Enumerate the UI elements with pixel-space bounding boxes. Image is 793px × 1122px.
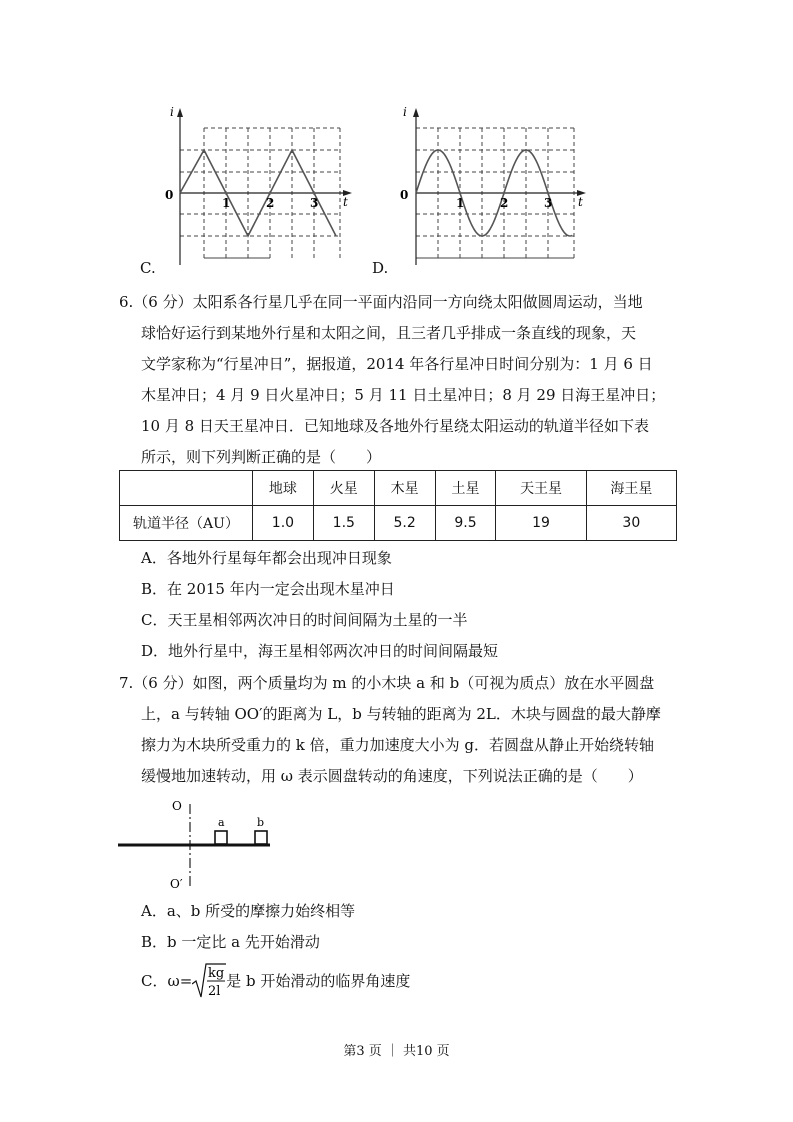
- block-b-label: b: [257, 816, 265, 829]
- q7-line-3: 擦力为木块所受重力的 k 倍，重力加速度大小为 g．若圆盘从静止开始绕转轴: [141, 736, 654, 754]
- q6-line-5: 10 月 8 日天王星冲日．已知地球及各地外行星绕太阳运动的轨道半径如下表: [141, 417, 649, 435]
- table-header-cell: 天王星: [496, 471, 586, 506]
- page-footer: 第3 页 ｜ 共10 页: [343, 1044, 450, 1059]
- q7-option-c-suffix: 是 b 开始滑动的临界角速度: [226, 972, 411, 990]
- q6-option-a: A．各地外行星每年都会出现冲日现象: [141, 549, 392, 567]
- table-header-cell: 火星: [313, 471, 374, 506]
- block-a-label: a: [218, 816, 225, 829]
- q7-line-1: 7.（6 分）如图，两个质量均为 m 的小木块 a 和 b（可视为质点）放在水平圆盘: [119, 674, 655, 692]
- table-row: [120, 506, 677, 541]
- tick-2: 2: [266, 196, 275, 210]
- q6-line-3: 文学家称为“行星冲日”，据报道，2014 年各行星冲日时间分别为：1 月 6 日: [141, 355, 653, 373]
- graph-d-label: D.: [372, 259, 389, 277]
- table-cell: 1.0: [253, 506, 314, 541]
- table-cell: 5.2: [374, 506, 435, 541]
- table-row-label: 轨道半径（AU）: [120, 506, 253, 541]
- origin-label: 0: [400, 188, 409, 202]
- origin-label: 0: [165, 188, 174, 202]
- y-axis-label: i: [403, 105, 407, 119]
- tick-1: 1: [456, 196, 465, 210]
- table-header-cell: [120, 471, 253, 506]
- table-header-cell: 木星: [374, 471, 435, 506]
- q6-option-c: C．天王星相邻两次冲日的时间间隔为土星的一半: [141, 611, 468, 629]
- tick-2: 2: [500, 196, 509, 210]
- q6-option-d: D．地外行星中，海王星相邻两次冲日的时间间隔最短: [141, 642, 499, 660]
- tick-3: 3: [544, 196, 553, 210]
- q7-option-c: [141, 962, 410, 1002]
- table-cell: 19: [496, 506, 586, 541]
- fraction-denominator: 2l: [208, 984, 221, 999]
- q6-option-b: B．在 2015 年内一定会出现木星冲日: [141, 580, 395, 598]
- table-cell: 30: [586, 506, 676, 541]
- orbit-radius-table: [119, 470, 677, 541]
- sqrt-fraction: [192, 962, 226, 1000]
- q7-option-b: B．b 一定比 a 先开始滑动: [141, 933, 320, 951]
- q7-option-c-prefix: C．ω=: [141, 972, 193, 990]
- table-cell: 1.5: [313, 506, 374, 541]
- q7-line-4: 缓慢地加速转动，用 ω 表示圆盘转动的角速度，下列说法正确的是（ ）: [141, 767, 643, 785]
- y-axis-label: i: [170, 105, 174, 119]
- axis-top-label: O: [172, 799, 182, 813]
- q7-option-a: A．a、b 所受的摩擦力始终相等: [141, 902, 356, 920]
- tick-3: 3: [310, 196, 319, 210]
- graph-d: [388, 100, 598, 275]
- x-axis-label: t: [343, 195, 348, 209]
- x-axis-label: t: [578, 195, 583, 209]
- table-header-cell: 地球: [253, 471, 314, 506]
- q7-line-2: 上，a 与转轴 OO′的距离为 L，b 与转轴的距离为 2L．木块与圆盘的最大静摩: [141, 705, 661, 723]
- q6-line-1: 6.（6 分）太阳系各行星几乎在同一平面内沿同一方向绕太阳做圆周运动，当地: [119, 293, 643, 311]
- table-header-cell: 土星: [435, 471, 496, 506]
- q7-disk-figure: [118, 796, 278, 896]
- table-header-cell: 海王星: [586, 471, 676, 506]
- tick-1: 1: [222, 196, 231, 210]
- graph-c: [150, 100, 360, 275]
- axis-bottom-label: O′: [170, 877, 183, 891]
- q6-line-4: 木星冲日；4 月 9 日火星冲日；5 月 11 日土星冲日；8 月 29 日海王星冲日；: [141, 386, 666, 404]
- table-header-row: [120, 471, 677, 506]
- graph-c-label: C.: [140, 259, 156, 277]
- q6-line-2: 球恰好运行到某地外行星和太阳之间，且三者几乎排成一条直线的现象，天: [141, 324, 637, 342]
- q6-line-6: 所示，则下列判断正确的是（ ）: [141, 448, 382, 466]
- table-cell: 9.5: [435, 506, 496, 541]
- fraction-numerator: kg: [208, 966, 225, 981]
